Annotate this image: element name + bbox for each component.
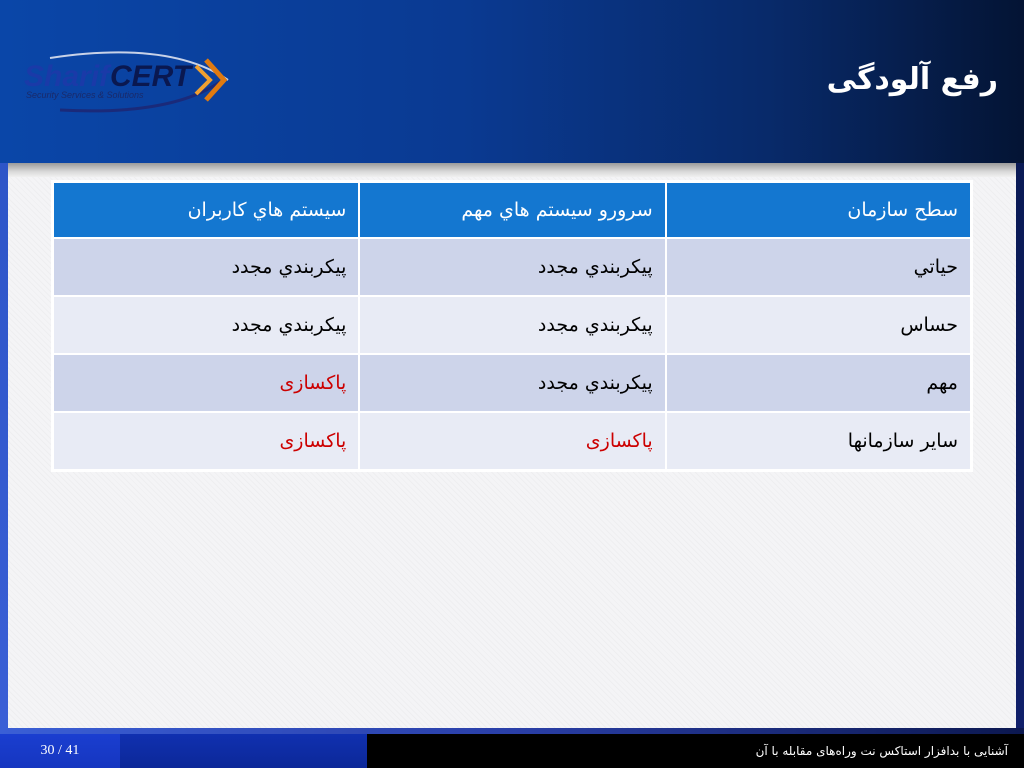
header-level: سطح سازمان (666, 182, 971, 238)
cell-servers: پيكربندي مجدد (359, 354, 665, 412)
header-users: سيستم هاي كاربران (53, 182, 359, 238)
table-row (53, 412, 971, 470)
cell-users: پيكربندي مجدد (53, 296, 359, 354)
header-servers: سرورو سيستم هاي مهم (359, 182, 665, 238)
right-border (1016, 163, 1024, 734)
cell-users: پيكربندي مجدد (53, 238, 359, 296)
presentation-title: آشنایی با بدافزار استاکس نت وراه‌های مقابله با آن (755, 744, 1008, 758)
cell-servers: پيكربندي مجدد (359, 238, 665, 296)
recovery-table (52, 181, 972, 471)
cell-level: حياتي (666, 238, 971, 296)
footer-accent (120, 734, 367, 768)
cell-servers: پاکسازی (359, 412, 665, 470)
logo-tagline: Security Services & Solutions (26, 90, 144, 100)
table-header-row (53, 182, 971, 238)
logo-wordmark-accent: CERT (110, 60, 192, 93)
logo-graphic (20, 44, 235, 116)
logo-wordmark-main: Sharif (24, 60, 110, 93)
cell-level: مهم (666, 354, 971, 412)
recovery-table-container (52, 181, 972, 471)
left-border (0, 163, 8, 734)
table-row (53, 354, 971, 412)
page-indicator: 30 / 41 (0, 734, 120, 768)
cell-servers: پيكربندي مجدد (359, 296, 665, 354)
cell-users: پاکسازی (53, 354, 359, 412)
cell-users: پاکسازی (53, 412, 359, 470)
table-row (53, 238, 971, 296)
table-row (53, 296, 971, 354)
slide-title: رفع آلودگی (826, 62, 998, 97)
sharifcert-logo (20, 44, 235, 116)
cell-level: ساير سازمانها (666, 412, 971, 470)
slide-footer (0, 734, 1024, 768)
header-shadow (0, 163, 1024, 177)
cell-level: حساس (666, 296, 971, 354)
